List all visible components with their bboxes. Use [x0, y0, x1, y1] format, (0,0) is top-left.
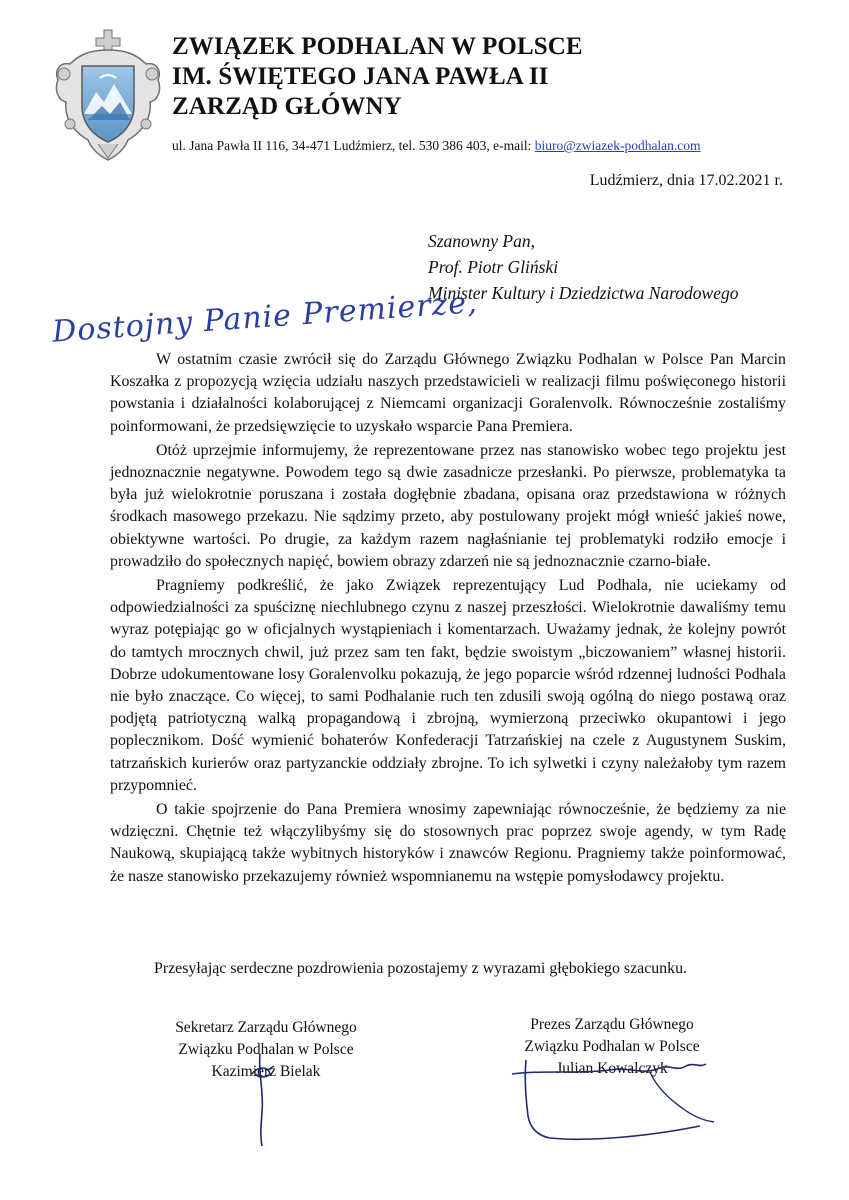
org-name-line-2: IM. ŚWIĘTEGO JANA PAWŁA II: [172, 63, 549, 90]
body-paragraph: Pragniemy podkreślić, że jako Związek reprezentujący Lud Podhala, nie uciekamy od odpowiedzialności za spuściznę niechlubnego czynu z naszej przeszłości. Wielokrotnie dawaliśmy temu wyraz potępiając go w oficjalnych wystąpieniach i komentarzach. Uważamy jednak, że kolejny powrót do tamtych mrocznych chwil, już przez sam ten fakt, będzie swoistym „biczowaniem” własnej historii. Dobrze udokumentowane losy Goralenvolku pokazują, że jego poparcie wśród rdzennej ludności Podhala nie było znaczące. Co więcej, to sami Podhalanie ruch ten zdusili swoją ogólną do niego postawą oraz podjętą patriotyczną walką propagandową i zbrojną, wymierzoną przeciwko okupantowi i jego poplecznikom. Dość wymienić bohaterów Konfederacji Tatrzańskiej na czele z Augustynem Suskim, tatrzańskich kurierów oraz partyzanckie oddziały zbrojne. To ich sylwetki i czyny należałoby tym razem przypomnieć.: [110, 577, 786, 794]
letter-date: Ludźmierz, dnia 17.02.2021 r.: [589, 172, 783, 189]
secretary-title-line-2: Związku Podhalan w Polsce: [178, 1041, 354, 1058]
organization-address: [172, 138, 701, 154]
president-name: Julian Kowalczyk: [556, 1060, 668, 1077]
addressee-greeting: Szanowny Pan,: [428, 231, 535, 251]
closing-line: Przesyłając serdeczne pozdrowienia pozostajemy z wyrazami głębokiego szacunku.: [154, 960, 687, 977]
president-title-line-2: Związku Podhalan w Polsce: [524, 1038, 700, 1055]
president-signature-mark: [500, 1056, 730, 1152]
svg-text:Dostojny Panie Premierze,: Dostojny Panie Premierze,: [51, 285, 479, 350]
handwritten-salutation: [40, 285, 479, 350]
addressee-name: Prof. Piotr Gliński: [428, 257, 559, 277]
addressee-title: Minister Kultury i Dziedzictwa Narodowego: [428, 283, 739, 303]
body-paragraph: Otóż uprzejmie informujemy, że reprezentowane przez nas stanowisko wobec tego projektu jest jednoznacznie negatywne. Powodem tego są dwie zasadnicze przesłanki. Po pierwsze, problematyka ta była już wielokrotnie poruszana i została dogłębnie zbadana, opisana oraz przedstawiona w różnych środkach masowego przekazu. Nie sądzimy przeto, aby postulowany projekt mógł wnieść jakieś nowe, obiektywne wartości. Po drugie, za każdym razem nagłaśnianie tej problematyki rodziło emocje i prowadziło do społecznych napięć, bowiem obrazy zdarzeń nie są jednoznacznie czarno-białe.: [110, 441, 786, 570]
org-name-line-3: ZARZĄD GŁÓWNY: [172, 93, 402, 120]
president-title-line-1: Prezes Zarządu Głównego: [530, 1016, 694, 1033]
body-paragraph: W ostatnim czasie zwrócił się do Zarządu Głównego Związku Podhalan w Polsce Pan Marcin Koszałka z propozycją wzięcia udziału naszych przedstawicieli w realizacji filmu poświęconego historii powstania i działalności kolaborującej z Niemcami organizacji Goralenvolk. Równocześnie zostaliśmy poinformowani, że przedsięwzięcie to uzyskało wsparcie Pana Premiera.: [110, 351, 786, 435]
address-text: ul. Jana Pawła II 116, 34-471 Ludźmierz, tel. 530 386 403, e-mail:: [172, 138, 535, 153]
email-link[interactable]: biuro@zwiazek-podhalan.com: [534, 138, 701, 153]
org-name-line-1: ZWIĄZEK PODHALAN W POLSCE: [172, 33, 583, 60]
organization-crest-icon: [48, 28, 168, 164]
body-paragraph: O takie spojrzenie do Pana Premiera wnosimy zapewniając równocześnie, że będziemy za nie wdzięczni. Chętnie też włączylibyśmy się do stosownych prac poprzez swoje agendy, w tym Radę Naukową, skupiającą także wybitnych historyków i znawców Regionu. Pragniemy także poinformować, że nasze stanowisko przekazujemy również wspomnianemu na wstępie pomysłodawcy projektu.: [110, 801, 786, 885]
secretary-signature-mark: [238, 1052, 298, 1148]
organization-name: [172, 32, 583, 122]
secretary-title-line-1: Sekretarz Zarządu Głównego: [175, 1019, 357, 1036]
letter-body: [110, 349, 786, 890]
secretary-name: Kazimierz Bielak: [211, 1063, 321, 1080]
